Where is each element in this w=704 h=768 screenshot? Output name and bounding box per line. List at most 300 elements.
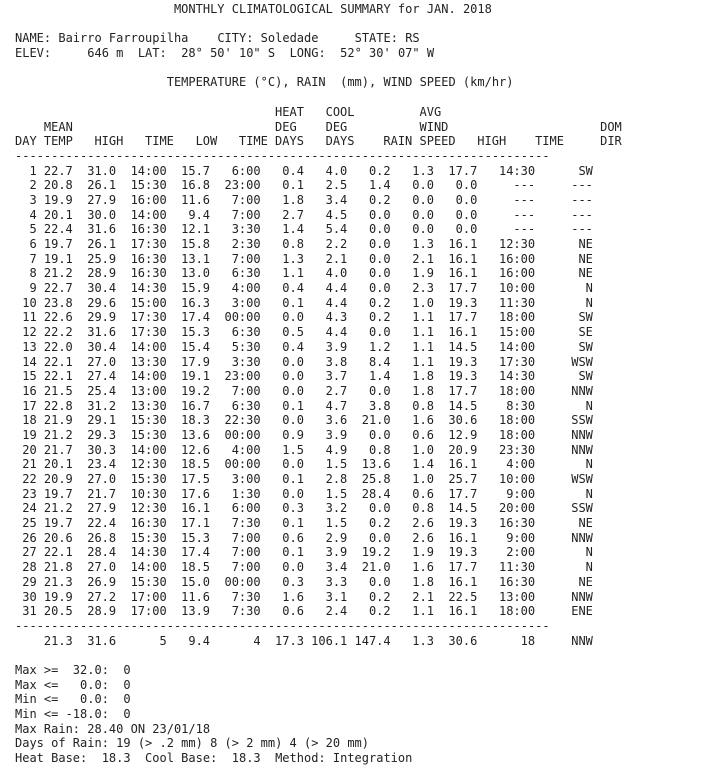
table-cell: SW xyxy=(578,339,593,354)
table-cell: 17:30 xyxy=(498,354,536,369)
table-cell: 6:00 xyxy=(231,501,261,516)
table-cell: 5.4 xyxy=(325,222,348,237)
table-cell: 4.9 xyxy=(325,442,348,457)
totals-cell: 18 xyxy=(520,633,536,648)
table-cell: 0.6 xyxy=(282,530,304,545)
table-cell: 30 xyxy=(22,589,37,604)
table-cell: 15.8 xyxy=(181,237,211,251)
table-cell: 1.8 xyxy=(412,574,434,589)
table-cell: 0.0 xyxy=(282,413,304,428)
long-value: 52° 30' 07" W xyxy=(340,46,435,61)
summary-text: Max Rain: 28.40 ON 23/01/18 xyxy=(15,721,211,736)
table-cell: 1.6 xyxy=(412,413,434,428)
table-cell: 31.0 xyxy=(87,163,117,178)
table-cell: 1.5 xyxy=(325,486,348,501)
table-cell: 0.8 xyxy=(368,442,391,457)
table-cell: 3:00 xyxy=(231,295,261,310)
table-cell: 16:30 xyxy=(130,266,167,281)
table-cell: 3.8 xyxy=(368,398,391,413)
table-cell: 3.9 xyxy=(325,339,348,354)
long-label: LONG: xyxy=(289,46,326,61)
table-row xyxy=(15,325,704,340)
table-cell: 3.9 xyxy=(325,427,348,442)
lat-value: 28° 50' 10" S xyxy=(181,46,276,61)
table-cell: 0.1 xyxy=(282,516,304,531)
table-cell: 16:00 xyxy=(130,192,167,207)
table-separator: -------------------------------------------------------------------------- xyxy=(15,618,550,633)
table-cell: 26.9 xyxy=(87,574,117,589)
table-separator: -------------------------------------------------------------------------- xyxy=(15,148,550,163)
units-line xyxy=(15,75,704,90)
table-cell: 13.6 xyxy=(361,457,391,472)
summary-line xyxy=(15,736,704,751)
table-cell: 0.1 xyxy=(282,398,304,413)
table-cell: 3 xyxy=(29,192,37,207)
table-row xyxy=(15,413,704,428)
station-name: Bairro Farroupilha xyxy=(58,31,189,46)
table-cell: 11 xyxy=(22,310,37,325)
table-cell: 16:30 xyxy=(498,574,536,589)
table-cell: 0.0 xyxy=(282,383,304,398)
table-cell: 17.7 xyxy=(448,281,478,296)
table-cell: NE xyxy=(578,516,593,531)
city-name: Soledade xyxy=(260,31,319,46)
table-cell: 14:00 xyxy=(130,339,167,354)
table-cell: 19 xyxy=(22,427,37,442)
table-cell: 2:30 xyxy=(231,237,261,251)
table-cell: 11:30 xyxy=(498,295,536,310)
table-cell: 27.0 xyxy=(87,472,117,486)
table-cell: 6:00 xyxy=(231,163,261,178)
table-cell: 15:30 xyxy=(130,530,167,545)
table-cell: 19.3 xyxy=(448,516,478,531)
table-cell: 19.7 xyxy=(43,486,73,501)
table-cell: 20.6 xyxy=(43,530,73,545)
table-cell: 23:00 xyxy=(224,369,261,384)
table-cell: 0.5 xyxy=(282,325,304,340)
table-cell: --- xyxy=(513,207,536,222)
table-cell: 20.8 xyxy=(43,178,73,193)
table-cell: SE xyxy=(578,325,593,340)
table-cell: 0.8 xyxy=(282,237,304,251)
table-cell: 2.2 xyxy=(325,237,348,251)
totals-cell: 31.6 xyxy=(87,633,117,648)
table-cell: 30.6 xyxy=(448,413,478,428)
table-cell: 2 xyxy=(29,178,37,193)
table-cell: 30.4 xyxy=(87,281,117,296)
table-cell: 14:30 xyxy=(498,369,536,384)
table-cell: 4.4 xyxy=(325,295,348,310)
table-cell: 17:30 xyxy=(130,325,167,340)
table-cell: 30.3 xyxy=(87,442,117,457)
table-cell: 1.5 xyxy=(325,516,348,531)
table-cell: 2.9 xyxy=(325,530,348,545)
table-cell: 3.7 xyxy=(325,369,348,384)
table-cell: 1.4 xyxy=(282,222,304,237)
totals-cell: 147.4 xyxy=(354,633,391,648)
table-cell: 17.7 xyxy=(448,383,478,398)
table-cell: 1.0 xyxy=(412,295,434,310)
table-cell: 18 xyxy=(22,413,37,428)
table-row xyxy=(15,208,704,223)
table-cell: 27.9 xyxy=(87,501,117,516)
table-cell: 21.7 xyxy=(43,442,73,457)
table-cell: 16.8 xyxy=(181,178,211,193)
table-cell: 14:30 xyxy=(130,281,167,296)
column-header: DAYS xyxy=(325,134,355,149)
summary-line xyxy=(15,663,704,678)
table-cell: 21.3 xyxy=(43,574,73,589)
table-cell: 0.3 xyxy=(282,501,304,516)
column-header: TIME xyxy=(535,134,564,149)
table-cell: N xyxy=(585,295,593,310)
table-cell: 0.1 xyxy=(282,295,304,310)
name-label: NAME: xyxy=(15,31,52,46)
table-cell: 3.3 xyxy=(325,574,348,589)
table-cell: 12.1 xyxy=(181,222,211,237)
table-cell: 0.0 xyxy=(368,427,391,442)
table-cell: 31.6 xyxy=(87,325,117,340)
summary-line xyxy=(15,722,704,737)
table-row xyxy=(15,531,704,546)
table-cell: 20 xyxy=(22,442,37,457)
table-cell: 22.7 xyxy=(43,281,73,296)
table-cell: 0.0 xyxy=(455,207,478,222)
table-cell: 4.7 xyxy=(325,398,348,413)
table-cell: 2:00 xyxy=(506,545,536,560)
table-cell: 15:00 xyxy=(130,295,167,310)
table-cell: 21.2 xyxy=(43,266,73,281)
table-cell: 11:30 xyxy=(498,560,536,575)
table-cell: 28.9 xyxy=(87,604,117,619)
table-cell: 1.1 xyxy=(282,266,304,281)
table-cell: 31.2 xyxy=(87,398,117,413)
table-cell: 22.8 xyxy=(43,398,73,413)
table-cell: 18.5 xyxy=(181,560,211,575)
table-cell: 21.7 xyxy=(87,486,117,501)
table-cell: N xyxy=(585,457,593,472)
table-cell: 0.8 xyxy=(412,398,434,413)
column-header: TIME xyxy=(238,134,268,149)
table-row xyxy=(15,310,704,325)
column-header: DIR xyxy=(600,134,622,149)
table-cell: WSW xyxy=(571,472,593,486)
table-cell: 21.0 xyxy=(361,413,391,428)
table-cell: 2.1 xyxy=(325,251,348,266)
table-row xyxy=(15,355,704,370)
spacer-line xyxy=(15,61,704,76)
elev-label: ELEV: xyxy=(15,46,52,61)
table-cell: 1.0 xyxy=(412,472,434,486)
table-row xyxy=(15,472,704,487)
table-row xyxy=(15,266,704,281)
summary-line xyxy=(15,707,704,722)
table-cell: 7 xyxy=(29,251,37,266)
table-cell: 0.2 xyxy=(368,295,391,310)
table-cell: 1.0 xyxy=(412,442,434,457)
table-cell: 1.5 xyxy=(325,457,348,472)
table-cell: 23:30 xyxy=(498,442,536,457)
table-cell: 12.6 xyxy=(181,442,211,457)
column-header: DEG xyxy=(275,119,297,134)
table-cell: 14:00 xyxy=(130,369,167,384)
table-row xyxy=(15,575,704,590)
table-cell: 25 xyxy=(22,516,37,531)
table-cell: 19.2 xyxy=(181,383,211,398)
table-row xyxy=(15,237,704,252)
table-row xyxy=(15,545,704,560)
table-cell: 0.6 xyxy=(412,427,434,442)
table-cell: 16:30 xyxy=(130,222,167,237)
table-cell: 17.7 xyxy=(448,163,478,178)
table-cell: 16:30 xyxy=(498,516,536,531)
totals-cell: NNW xyxy=(571,633,593,648)
table-cell: 20.1 xyxy=(43,207,73,222)
table-cell: 29.3 xyxy=(87,427,117,442)
table-cell: 14:00 xyxy=(130,207,167,222)
table-cell: NE xyxy=(578,266,593,281)
table-cell: 13:30 xyxy=(130,354,167,369)
table-row xyxy=(15,296,704,311)
table-cell: NNW xyxy=(571,442,593,457)
table-row xyxy=(15,193,704,208)
table-cell: 14.5 xyxy=(448,501,478,516)
table-cell: 20.9 xyxy=(43,472,73,486)
city-label: CITY: xyxy=(217,31,254,46)
table-cell: 7:00 xyxy=(231,192,261,207)
table-cell: 17:30 xyxy=(130,310,167,325)
table-cell: 0.2 xyxy=(368,163,391,178)
table-cell: 1.4 xyxy=(412,457,434,472)
table-cell: 19.7 xyxy=(43,237,73,251)
table-cell: 1.8 xyxy=(282,192,304,207)
table-cell: 22.4 xyxy=(43,222,73,237)
table-row xyxy=(15,178,704,193)
table-cell: 15.7 xyxy=(181,163,211,178)
table-cell: 0.0 xyxy=(368,207,391,222)
table-cell: 16.1 xyxy=(181,501,211,516)
state-label: STATE: xyxy=(354,31,398,46)
table-cell: 0.0 xyxy=(368,266,391,281)
table-cell: 19.3 xyxy=(448,545,478,560)
table-cell: 17.7 xyxy=(448,486,478,501)
table-cell: 29.9 xyxy=(87,310,117,325)
column-header: RAIN xyxy=(383,134,413,149)
table-cell: 27.0 xyxy=(87,560,117,575)
table-cell: 20.5 xyxy=(43,604,73,619)
table-cell: 19.3 xyxy=(448,354,478,369)
table-cell: 7:00 xyxy=(231,383,261,398)
table-row xyxy=(15,516,704,531)
table-cell: 31.6 xyxy=(87,222,117,237)
column-header: DAY xyxy=(15,134,37,149)
table-cell: 17.1 xyxy=(181,516,211,531)
table-cell: 23.4 xyxy=(87,457,117,472)
table-cell: 20.9 xyxy=(448,442,478,457)
table-cell: 16.1 xyxy=(448,237,478,251)
table-cell: 1.1 xyxy=(412,604,434,619)
table-cell: --- xyxy=(513,192,536,207)
table-cell: 5:30 xyxy=(231,339,261,354)
table-cell: 10:00 xyxy=(498,281,536,296)
column-header: DEG xyxy=(325,119,348,134)
table-cell: 12.9 xyxy=(448,427,478,442)
spacer-line xyxy=(15,648,704,663)
table-cell: 16.1 xyxy=(448,457,478,472)
table-header-line xyxy=(15,120,704,135)
table-cell: 16.3 xyxy=(181,295,211,310)
table-cell: ENE xyxy=(571,604,593,619)
table-cell: 14.5 xyxy=(448,339,478,354)
table-cell: 4:00 xyxy=(506,457,536,472)
table-cell: 1.3 xyxy=(282,251,304,266)
table-cell: 19.9 xyxy=(43,589,73,604)
table-cell: 14:00 xyxy=(130,560,167,575)
location-line xyxy=(15,46,704,61)
table-cell: 26.8 xyxy=(87,530,117,545)
table-cell: 23:00 xyxy=(224,178,261,193)
table-cell: 3.4 xyxy=(325,192,348,207)
table-cell: 1.9 xyxy=(412,266,434,281)
table-cell: 15.4 xyxy=(181,339,211,354)
table-cell: 14:30 xyxy=(498,163,536,178)
table-cell: 31 xyxy=(22,604,37,619)
table-cell: 22.1 xyxy=(43,545,73,560)
elev-value: 646 m xyxy=(87,46,124,61)
table-cell: 3.8 xyxy=(325,354,348,369)
table-header-line xyxy=(15,134,704,149)
table-cell: 1.8 xyxy=(412,369,434,384)
table-cell: 0.9 xyxy=(282,427,304,442)
table-cell: 19.1 xyxy=(43,251,73,266)
table-cell: 14:30 xyxy=(130,545,167,560)
units-heading: TEMPERATURE (°C), RAIN (mm), WIND SPEED (km/hr) xyxy=(166,75,514,90)
table-row xyxy=(15,501,704,516)
column-header: MEAN xyxy=(43,119,73,134)
table-cell: 18:00 xyxy=(498,310,536,325)
table-cell: 16.1 xyxy=(448,325,478,340)
table-cell: N xyxy=(585,486,593,501)
table-cell: 00:00 xyxy=(224,427,261,442)
table-cell: 0.0 xyxy=(368,222,391,237)
table-cell: 27.9 xyxy=(87,192,117,207)
table-cell: 0.0 xyxy=(412,192,434,207)
table-cell: 14:00 xyxy=(130,442,167,457)
table-cell: --- xyxy=(513,222,536,237)
table-cell: 4:00 xyxy=(231,281,261,296)
table-cell: 4.0 xyxy=(325,163,348,178)
table-cell: 22.7 xyxy=(43,163,73,178)
table-row xyxy=(15,487,704,502)
table-cell: 0.0 xyxy=(282,310,304,325)
table-cell: 6 xyxy=(29,237,37,251)
table-cell: 21.8 xyxy=(43,560,73,575)
table-cell: NE xyxy=(578,237,593,251)
table-cell: 7:00 xyxy=(231,530,261,545)
table-cell: 0.2 xyxy=(368,589,391,604)
table-cell: 4.0 xyxy=(325,266,348,281)
table-cell: 13.6 xyxy=(181,427,211,442)
table-cell: 3:00 xyxy=(231,472,261,486)
summary-text: Max >= 32.0: 0 xyxy=(15,662,131,677)
table-cell: 0.0 xyxy=(455,178,478,193)
table-cell: 8.4 xyxy=(368,354,391,369)
table-cell: 22.0 xyxy=(43,339,73,354)
table-cell: 16.1 xyxy=(448,251,478,266)
table-cell: 16:30 xyxy=(130,516,167,531)
table-cell: 1 xyxy=(29,163,37,178)
table-cell: 13.1 xyxy=(181,251,211,266)
table-cell: 13.0 xyxy=(181,266,211,281)
table-cell: 0.2 xyxy=(368,310,391,325)
table-cell: 18:00 xyxy=(498,604,536,619)
table-cell: 22.1 xyxy=(43,369,73,384)
table-cell: 28.4 xyxy=(87,545,117,560)
table-cell: 17:00 xyxy=(130,604,167,619)
table-row xyxy=(15,443,704,458)
table-cell: 0.0 xyxy=(455,222,478,237)
table-cell: 17.7 xyxy=(448,310,478,325)
table-cell: --- xyxy=(571,222,593,237)
table-cell: 30.0 xyxy=(87,207,117,222)
table-cell: 1.9 xyxy=(412,545,434,560)
table-cell: 15.3 xyxy=(181,325,211,340)
table-cell: 1.8 xyxy=(412,383,434,398)
table-cell: 13 xyxy=(22,339,37,354)
table-cell: 0.0 xyxy=(282,486,304,501)
table-cell: 3.4 xyxy=(325,560,348,575)
table-cell: 12:30 xyxy=(130,501,167,516)
table-cell: 1.6 xyxy=(282,589,304,604)
table-cell: 22:30 xyxy=(224,413,261,428)
table-cell: 25.7 xyxy=(448,472,478,486)
table-cell: 12:30 xyxy=(498,237,536,251)
table-cell: 18:00 xyxy=(498,427,536,442)
table-cell: 0.1 xyxy=(282,472,304,486)
table-cell: 3.1 xyxy=(325,589,348,604)
table-cell: 26.1 xyxy=(87,178,117,193)
table-cell: 14:00 xyxy=(130,163,167,178)
table-cell: 0.6 xyxy=(412,486,434,501)
table-cell: 8:30 xyxy=(506,398,536,413)
column-header: TEMP xyxy=(43,134,73,149)
table-cell: 9:00 xyxy=(506,486,536,501)
table-cell: 0.6 xyxy=(282,604,304,619)
spacer-line xyxy=(15,90,704,105)
table-cell: 19.9 xyxy=(43,192,73,207)
table-cell: 0.0 xyxy=(282,369,304,384)
table-cell: NNW xyxy=(571,427,593,442)
table-cell: 7:30 xyxy=(231,604,261,619)
table-cell: 0.0 xyxy=(282,560,304,575)
table-cell: 1.6 xyxy=(412,560,434,575)
table-cell: 22.4 xyxy=(87,516,117,531)
table-cell: 0.2 xyxy=(368,192,391,207)
table-cell: 28 xyxy=(22,560,37,575)
table-cell: 16.1 xyxy=(448,530,478,545)
table-cell: 17.7 xyxy=(448,560,478,575)
summary-line xyxy=(15,678,704,693)
table-cell: 15.3 xyxy=(181,530,211,545)
table-cell: 22.1 xyxy=(43,354,73,369)
table-cell: 7:00 xyxy=(231,545,261,560)
table-cell: 5 xyxy=(29,222,37,237)
table-cell: 11.6 xyxy=(181,192,211,207)
table-row xyxy=(15,252,704,267)
table-cell: 0.0 xyxy=(282,457,304,472)
table-cell: 0.0 xyxy=(282,354,304,369)
table-cell: 1.1 xyxy=(412,310,434,325)
